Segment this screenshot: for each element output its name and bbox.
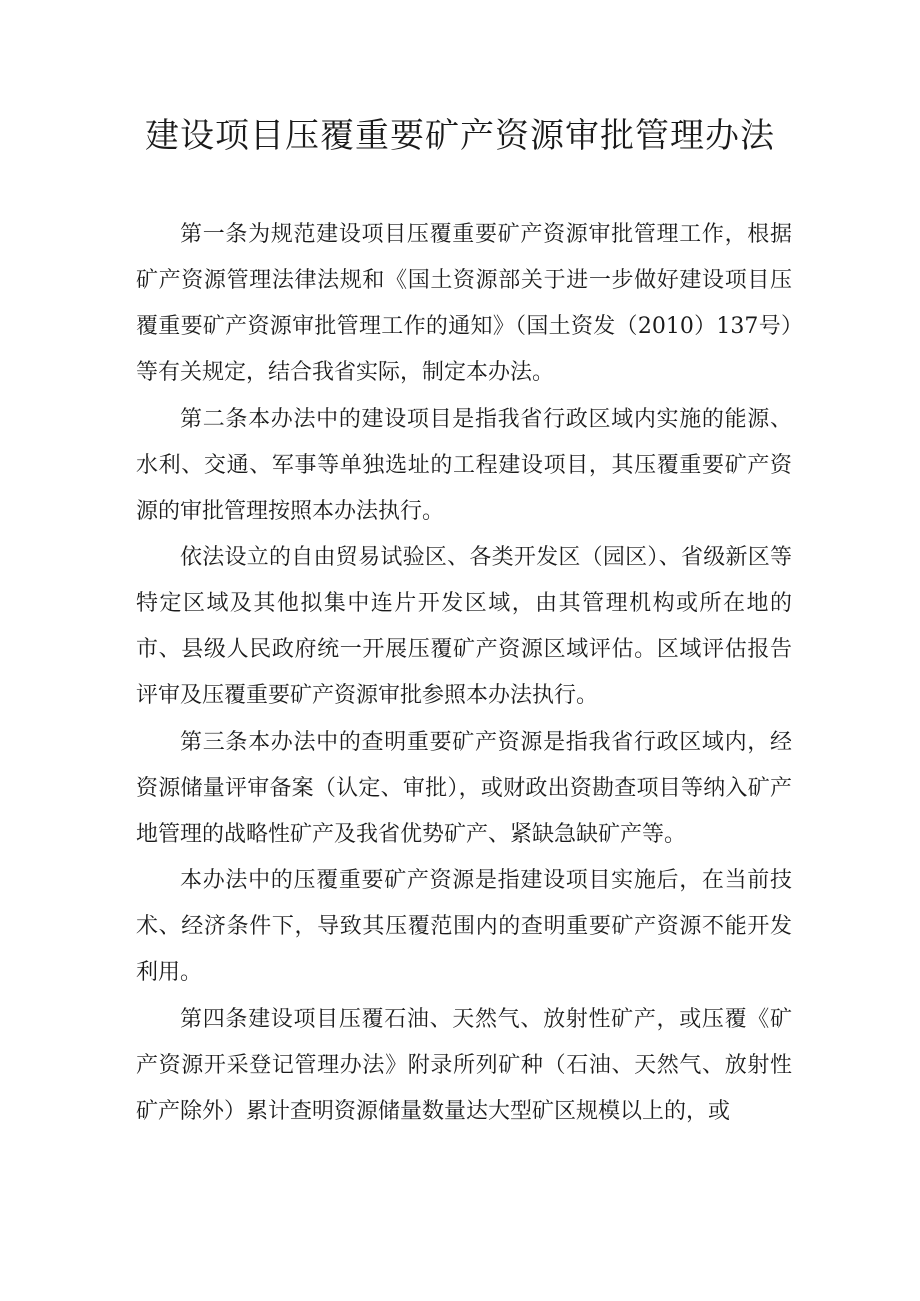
document-body (136, 212, 792, 1135)
paragraph-special-zones: 依法设立的自由贸易试验区、各类开发区（园区）、省级新区等特定区域及其他拟集中连片开发区域，由其管理机构或所在地的市、县级人民政府统一开展压覆矿产资源区域评估。区域评估报告评审及压覆重要矿产资源审批参照本办法执行。 (136, 545, 792, 708)
paragraph-article-3: 第三条本办法中的查明重要矿产资源是指我省行政区域内，经资源储量评审备案（认定、审批），或财政出资勘查项目等纳入矿产地管理的战略性矿产及我省优势矿产、紧缺急缺矿产等。 (136, 729, 792, 847)
paragraph-article-2: 第二条本办法中的建设项目是指我省行政区域内实施的能源、水利、交通、军事等单独选址的工程建设项目，其压覆重要矿产资源的审批管理按照本办法执行。 (136, 406, 792, 524)
document-title: 建设项目压覆重要矿产资源审批管理办法 (145, 116, 775, 156)
paragraph-article-1: 第一条为规范建设项目压覆重要矿产资源审批管理工作，根据矿产资源管理法律法规和《国土资源部关于进一步做好建设项目压覆重要矿产资源审批管理工作的通知》（国土资发（2010）137号）等有关规定，结合我省实际，制定本办法。 (136, 222, 792, 385)
paragraph-definition-overlay: 本办法中的压覆重要矿产资源是指建设项目实施后，在当前技术、经济条件下，导致其压覆范围内的查明重要矿产资源不能开发利用。 (136, 868, 792, 985)
paragraph-article-4: 第四条建设项目压覆石油、天然气、放射性矿产，或压覆《矿产资源开采登记管理办法》附录所列矿种（石油、天然气、放射性矿产除外）累计查明资源储量数量达大型矿区规模以上的，或 (136, 1006, 792, 1124)
